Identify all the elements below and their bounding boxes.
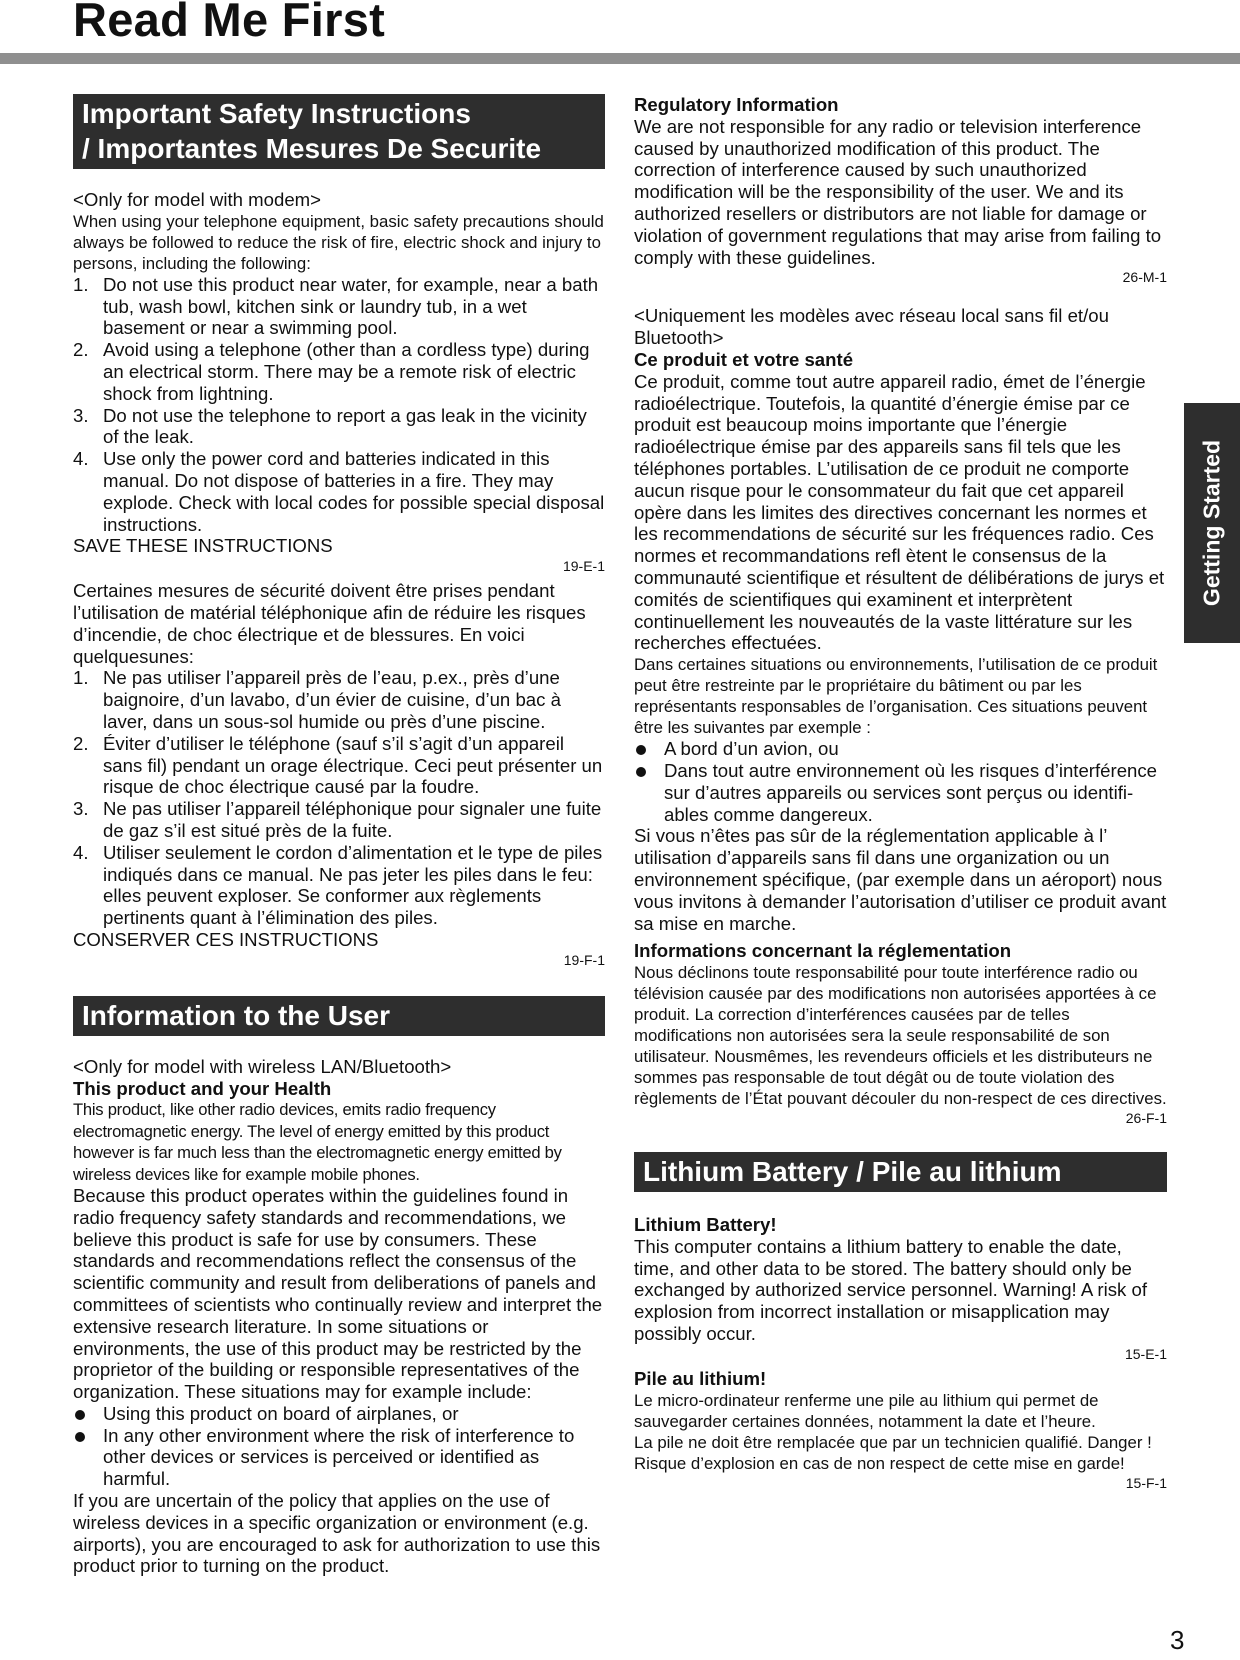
french-health-paragraph-2: Dans certaines situations ou environnements, l’utilisation de ce produit peut être restreinte par le propriétaire du bâtiment ou par les représentants responsables de l’organisation. Ces situations peuvent être les suivantes par exemple :: [634, 655, 1158, 738]
bullet-icon: [636, 745, 646, 755]
code-15-f-1: 15-F-1: [1125, 1474, 1167, 1491]
page-title: Read Me First: [73, 0, 386, 46]
health-paragraph-2: Because this product operates within the guidelines found in radio frequency safety standards and recommendations, we believe this product is safe for use by consumers. These standards and recommendations reflect the consensus of the scientific community and result from deliberations of panels and committees of scientists who continually review and interpret the extensive research literature. In some situations or environments, the use of this product may be restricted by the proprietor of the building or responsible representatives of the organization. These situations may for example include:: [73, 1184, 603, 1403]
regulatory-text: We are not responsible for any radio or television interference caused by unauthorized modification of this product. The correction of interference caused by such unauthorized modification will be the responsibility of the user. We and its authorized resellers or distributors are not liable for damage or violation of government regulations that may arise from failing to comply with these guidelines.: [634, 115, 1162, 268]
right-column: [634, 94, 1167, 1497]
safety-list-fr: [73, 667, 605, 929]
code-26-m-1: 26-M-1: [1122, 269, 1167, 286]
safety-header-line2: / Importantes Mesures De Securite: [82, 133, 542, 164]
bullet-icon: [75, 1432, 85, 1442]
regulatory-title: Regulatory Information: [634, 94, 839, 115]
code-19-e-1: 19-E-1: [562, 558, 605, 575]
health-closing: If you are uncertain of the policy that applies on the use of wireless devices in a specific organization or environment (e.g. airports), you are encouraged to ask for authorization to use this product prior to turning on the product.: [73, 1490, 601, 1577]
safety-header-line1: Important Safety Instructions: [82, 98, 471, 129]
french-regulatory-title: Informations concernant la réglementation: [634, 940, 1012, 962]
list-item: 4. Use only the power cord and batteries indicated in this manual. Do not dispose of batteries in a fire. They may explode. Check with local codes for possible special disposal instructions.: [73, 448, 605, 535]
left-column: [73, 94, 605, 1577]
safety-intro: When using your telephone equipment, basic safety precautions should always be followed to reduce the risk of fire, electric shock and injury to persons, including the following:: [73, 211, 604, 273]
bullet-icon: [636, 767, 646, 777]
list-item: 2. Avoid using a telephone (other than a cordless type) during an electrical storm. There may be a remote risk of electric shock from lightning.: [73, 339, 590, 404]
list-item: 3. Ne pas utiliser l’appareil téléphonique pour signaler une fuite de gaz s’il est situé près de la fuite.: [73, 798, 602, 841]
code-15-e-1: 15-E-1: [1124, 1345, 1167, 1362]
list-item: 1. Ne pas utiliser l’appareil près de l’eau, p.ex., près d’une baignoire, d’un lavabo, d’un évier de cuisine, d’un bac à laver, dans un sous-sol humide ou près d’une piscine.: [73, 667, 561, 732]
code-26-f-1: 26-F-1: [1125, 1110, 1167, 1127]
modem-note: <Only for model with modem>: [73, 189, 322, 210]
getting-started-label: Getting Started: [1198, 439, 1225, 607]
health-paragraph-1: This product, like other radio devices, emits radio frequency electromagnetic energy. The level of energy emitted by this product however is far much less than the electromagnetic energy emitted by wireless devices like for example mobile phones.: [73, 1100, 562, 1184]
safety-list-en: [73, 274, 605, 536]
lithium-battery-text: This computer contains a lithium battery to enable the date, time, and other data to be stored. The battery should only be exchanged by authorized service personnel. Warning! A risk of explosion from incorrect installation or misapplication may possibly occur.: [634, 1235, 1147, 1345]
health-bullets: [73, 1403, 605, 1490]
pile-au-lithium-text-1: Le micro-ordinateur renferme une pile au lithium qui permet de sauvegarder certaines données, notamment la date et l’heure.: [634, 1390, 1099, 1431]
french-bullets: [634, 738, 1167, 825]
save-instructions-fr: CONSERVER CES INSTRUCTIONS: [73, 928, 379, 950]
pile-au-lithium-title: Pile au lithium!: [634, 1367, 767, 1389]
safety-intro-fr: Certaines mesures de sécurité doivent être prises pendant l’utilisation de matérial téléphonique afin de réduire les risques d’incendie, de choc électrique et de blessures. En voici quelquesunes:: [73, 580, 586, 667]
pile-au-lithium-text-2: La pile ne doit être remplacée que par un technicien qualifié. Danger ! Risque d’explosion en cas de non respect de cette mise en garde!: [634, 1432, 1152, 1473]
list-item: 4. Utiliser seulement le cordon d’alimentation et le type de piles indiqués dans ce manual. Ne pas jeter les piles dans le feu: elles peuvent exploser. Se conformer aux règlements pertinents quant à l’élimination des piles.: [73, 841, 603, 929]
user-info-header: Information to the User: [73, 996, 605, 1036]
list-item: Dans tout autre environnement où les risques d’interférence sur d’autres appareils ou services sont perçus ou identifi- ables comme dangereux.: [634, 760, 1167, 825]
french-regulatory-text: Nous déclinons toute responsabilité pour toute interférence radio ou télévision causée par des modifications non autorisées apportées à ce produit. La correction d’interférences causées par de telles modifications non autorisées sera la seule responsabilité de son utilisateur. Nousmêmes, les revendeurs officiels et les distributeurs ne sommes pas responsable de tout dégât ou de toute violation des règlements de l’État pouvant découler du non-respect de ces directives.: [634, 963, 1167, 1109]
list-item: 1. Do not use this product near water, for example, near a bath tub, wash bowl, kitchen sink or laundry tub, in a wet basement or near a swimming pool.: [73, 273, 599, 339]
french-wireless-note: <Uniquement les modèles avec réseau local sans fil et/ou Bluetooth>: [634, 305, 1109, 349]
french-health-paragraph-1: Ce produit, comme tout autre appareil radio, émet de l’énergie radioélectrique. Toutefois, la quantité d’énergie émise par ce produit est beaucoup moins importante que l’énergie radioélectrique émise par des appareils sans fil tels que les téléphones portables. L’utilisation de ce produit ne comporte aucun risque pour le consommateur du fait que cet appareil opère dans les limites des directives concernant les normes et les recommendations de sécurité sur les fréquences radio. Ces normes et recommandations refl ètent le consensus de la communauté scientifique et résultent de délibérations de jurys et comités de scientifiques qui examinent et interprètent continuellement les nouveautés de la vaste littérature sur les recherches effectuées.: [634, 370, 1165, 654]
health-title: This product and your Health: [73, 1077, 332, 1099]
french-health-title: Ce produit et votre santé: [634, 348, 854, 370]
safety-header: [73, 94, 605, 169]
list-item: A bord d’un avion, ou: [634, 738, 1167, 760]
lithium-battery-header: Lithium Battery / Pile au lithium: [634, 1152, 1167, 1192]
getting-started-tab: [1184, 403, 1240, 643]
lithium-battery-title: Lithium Battery!: [634, 1214, 777, 1236]
save-instructions-en: SAVE THESE INSTRUCTIONS: [73, 535, 333, 557]
wireless-note: <Only for model with wireless LAN/Bluetooth>: [73, 1055, 452, 1077]
french-closing: Si vous n’êtes pas sûr de la réglementation applicable à l’ utilisation d’appareils sans fil dans une organization ou un environnement spécifique, (par exemple dans un aéroport) nous vous invitons à demander l’autorisation d’utiliser ce produit avant sa mise en marche.: [634, 825, 1167, 934]
list-item: 2. Éviter d’utiliser le téléphone (sauf s’il s’agit d’un appareil sans fil) pendant un orage électrique. Ceci peut présenter un risque de choc électrique causé par la foudre.: [73, 732, 603, 798]
page-number: 3: [1170, 1625, 1185, 1655]
code-19-f-1: 19-F-1: [563, 951, 605, 968]
list-item: In any other environment where the risk of interference to other devices or services is perceived or identified as harmful.: [73, 1425, 605, 1490]
title-rule: [0, 53, 1240, 64]
list-item: 3. Do not use the telephone to report a gas leak in the vicinity of the leak.: [73, 404, 587, 448]
bullet-icon: [75, 1410, 85, 1420]
list-item: Using this product on board of airplanes, or: [73, 1403, 605, 1425]
